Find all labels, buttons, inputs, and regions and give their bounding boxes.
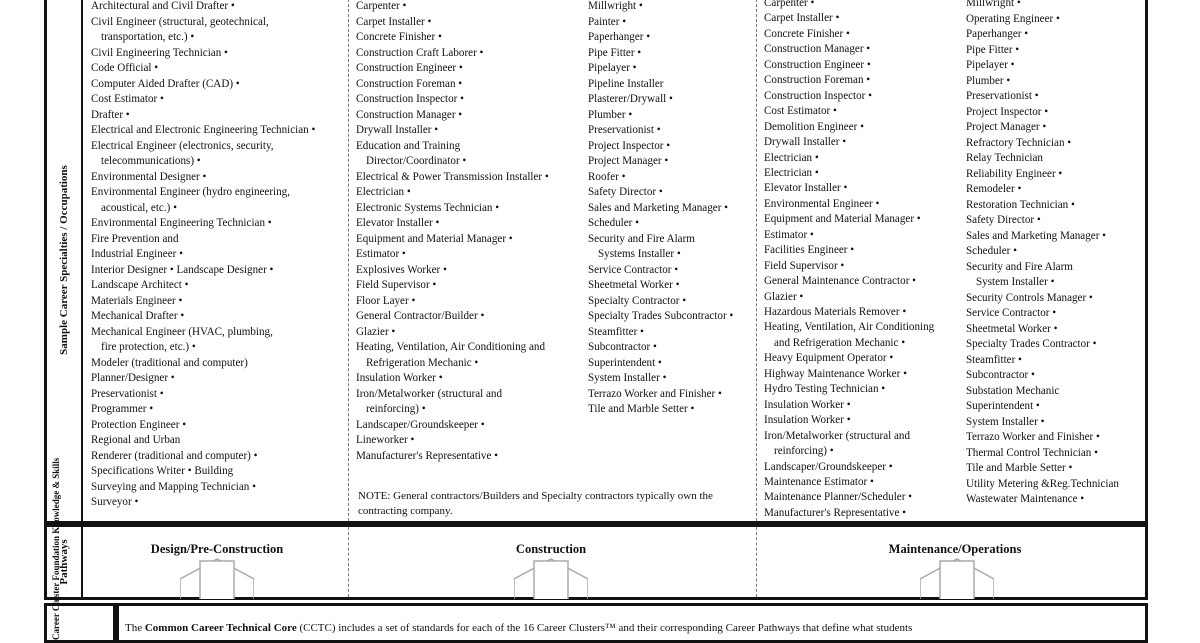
occupation-item: Pipe Fitter • xyxy=(588,46,642,59)
occupation-item: Project Manager • xyxy=(966,121,1047,133)
occupation-item: Security and Fire Alarm xyxy=(588,232,695,245)
occupation-item: Highway Maintenance Worker • xyxy=(764,367,907,380)
occupation-item: Specialty Trades Subcontractor • xyxy=(588,310,734,322)
contractor-note: NOTE: General contractors/Builders and Specialty contractors typically own the contracting company. xyxy=(358,490,713,517)
occupation-item: Manufacturer's Representative • xyxy=(764,506,907,519)
occupation-item: Carpenter • xyxy=(356,0,407,12)
occupation-item: Refrigeration Mechanic • xyxy=(366,356,479,369)
occupation-item: Electrical Engineer (electronics, security, xyxy=(91,139,274,152)
occupation-item: Sheetmetal Worker • xyxy=(588,279,680,291)
occupation-item: Subcontractor • xyxy=(588,341,657,353)
occupation-item: Thermal Control Technician • xyxy=(966,446,1098,459)
occupation-item: Painter • xyxy=(588,15,627,28)
occupation-item: Concrete Finisher • xyxy=(356,31,442,43)
pathways-side-label: Pathways xyxy=(58,539,70,585)
up-arrow-icon xyxy=(920,557,994,599)
occupation-item: Drywall Installer • xyxy=(764,136,847,149)
occupation-item: Tile and Marble Setter • xyxy=(588,403,695,415)
cctc-prefix: The xyxy=(125,622,145,634)
occupation-item: Millwright • xyxy=(966,0,1021,9)
occupation-item: Pipeline Installer xyxy=(588,77,664,90)
occupation-item: Specialty Trades Contractor • xyxy=(966,338,1097,350)
occupation-item: Architectural and Civil Drafter • xyxy=(91,0,235,12)
occupation-item: Electrician • xyxy=(356,186,411,198)
occupation-item: Project Inspector • xyxy=(588,139,671,152)
occupation-item: Materials Engineer • xyxy=(91,294,183,307)
occupation-item: Specialty Contractor • xyxy=(588,294,687,307)
column-divider xyxy=(348,527,349,597)
occupation-item: Plumber • xyxy=(966,74,1011,87)
occupation-item: Iron/Metalworker (structural and xyxy=(764,429,911,442)
occupation-item: acoustical, etc.) • xyxy=(101,201,177,214)
occupation-item: transportation, etc.) • xyxy=(101,31,195,43)
occupation-item: Construction Engineer • xyxy=(356,62,463,74)
occupation-item: Glazier • xyxy=(764,290,804,303)
occupation-item: Landscaper/Groundskeeper • xyxy=(356,418,485,431)
occupation-item: Construction Manager • xyxy=(356,108,463,121)
occupation-item: Surveying and Mapping Technician • xyxy=(91,480,256,493)
occupation-item: Mechanical Engineer (HVAC, plumbing, xyxy=(91,325,273,338)
occupation-item: Environmental Engineer (hydro engineering, xyxy=(91,186,291,198)
occupation-item: Elevator Installer • xyxy=(356,217,440,229)
occupation-item: Equipment and Material Manager • xyxy=(764,213,921,226)
occupation-item: Modeler (traditional and computer) xyxy=(91,356,248,369)
occupation-item: Landscape Architect • xyxy=(91,279,189,291)
occupation-item: Environmental Engineer • xyxy=(764,197,880,210)
occupation-item: Elevator Installer • xyxy=(764,182,848,195)
occupation-item: Sales and Marketing Manager • xyxy=(966,229,1107,242)
occupation-item: Hazardous Materials Remover • xyxy=(764,306,907,318)
up-arrow-icon xyxy=(514,557,588,599)
occupation-item: Construction Inspector • xyxy=(764,89,873,102)
occupation-item: reinforcing) • xyxy=(774,445,834,458)
foundation-side-label: Career Cluster Foundation Knowledge & Skills xyxy=(51,457,61,640)
occupation-item: Construction Inspector • xyxy=(356,93,465,105)
pathway-design: Design/Pre-Construction xyxy=(150,542,284,556)
occupation-item: Security Controls Manager • xyxy=(966,291,1093,304)
occupation-item: Demolition Engineer • xyxy=(764,120,865,133)
occupation-item: Terrazo Worker and Finisher • xyxy=(966,431,1100,443)
occupation-item: Service Contractor • xyxy=(966,307,1057,319)
occupation-item: Electrician • xyxy=(764,166,819,179)
occupation-item: Insulation Worker • xyxy=(356,372,443,384)
occupation-item: Remodeler • xyxy=(966,183,1022,195)
occupation-item: Roofer • xyxy=(588,170,626,183)
occupation-item: Safety Director • xyxy=(966,214,1041,226)
occupation-item: System Installer • xyxy=(966,415,1045,428)
occupation-item: Tile and Marble Setter • xyxy=(966,462,1073,474)
occupation-item: Drafter • xyxy=(91,108,130,121)
occupation-item: Paperhanger • xyxy=(966,28,1029,40)
occupation-item: Project Manager • xyxy=(588,155,669,167)
occupation-item: Glazier • xyxy=(356,325,396,338)
occupation-item: Electrical & Power Transmission Installer • xyxy=(356,170,549,183)
pathway-construction: Construction xyxy=(515,542,587,556)
occupation-item: Substation Mechanic xyxy=(966,384,1060,397)
occupation-item: Utility Metering &Reg.Technician xyxy=(966,477,1119,490)
occupation-item: Specifications Writer • Building xyxy=(91,465,234,477)
pathway-maintenance: Maintenance/Operations xyxy=(888,542,1022,556)
occupation-item: Concrete Finisher • xyxy=(764,27,850,40)
occupations-side-label: Sample Career Specialties / Occupations xyxy=(58,165,70,355)
occupation-item: Scheduler • xyxy=(966,245,1018,257)
cctc-name: Common Career Technical Core xyxy=(144,622,297,634)
occupation-item: Carpet Installer • xyxy=(356,15,432,28)
occupation-item: Millwright • xyxy=(588,0,643,12)
occupation-item: Cost Estimator • xyxy=(91,93,164,105)
occupation-item: Project Inspector • xyxy=(966,105,1049,118)
occupation-item: Heating, Ventilation, Air Conditioning and xyxy=(356,341,545,353)
occupation-item: Steamfitter • xyxy=(588,325,644,338)
occupation-item: Restoration Technician • xyxy=(966,198,1075,211)
occupation-item: Relay Technician xyxy=(966,152,1043,164)
cctc-suffix: (CCTC) includes a set of standards for each of the 16 Career Clusters™ and their corresponding Career Pathways that define what students xyxy=(296,622,913,634)
occupation-item: Regional and Urban xyxy=(91,434,181,446)
occupation-item: Planner/Designer • xyxy=(91,372,175,384)
occupation-item: Surveyor • xyxy=(91,496,139,508)
occupation-item: Terrazo Worker and Finisher • xyxy=(588,387,722,400)
up-arrow-icon xyxy=(180,557,254,599)
occupation-item: Cost Estimator • xyxy=(764,105,837,118)
occupation-item: Civil Engineering Technician • xyxy=(91,46,228,59)
occupation-item: Maintenance Planner/Scheduler • xyxy=(764,491,913,504)
occupation-item: Preservationist • xyxy=(966,90,1039,102)
occupation-item: Environmental Engineering Technician • xyxy=(91,217,272,229)
occupation-item: Superintendent • xyxy=(588,356,662,369)
occupation-item: Pipelayer • xyxy=(966,59,1015,71)
occupation-item: System Installer • xyxy=(588,372,667,384)
occupation-item: Construction Foreman • xyxy=(764,74,871,87)
occupation-item: Education and Training xyxy=(356,139,461,152)
occupation-item: Industrial Engineer • xyxy=(91,248,183,260)
occupation-item: Preservationist • xyxy=(588,124,661,136)
occupation-item: Electrician • xyxy=(764,151,819,164)
occupation-item: Plasterer/Drywall • xyxy=(588,93,673,105)
occupation-item: Subcontractor • xyxy=(966,369,1035,381)
occupation-item: Environmental Designer • xyxy=(91,170,207,183)
occupation-item: Construction Manager • xyxy=(764,43,871,56)
occupation-item: Paperhanger • xyxy=(588,31,651,43)
occupation-item: Service Contractor • xyxy=(588,263,679,276)
occupation-item: Landscaper/Groundskeeper • xyxy=(764,460,893,473)
occupation-item: Construction Foreman • xyxy=(356,77,463,90)
column-divider xyxy=(756,0,757,521)
pathways-panel xyxy=(44,524,1148,600)
occupation-item: Protection Engineer • xyxy=(91,418,187,431)
occupation-item: General Maintenance Contractor • xyxy=(764,275,917,288)
occupation-item: Steamfitter • xyxy=(966,353,1022,366)
occupation-item: Maintenance Estimator • xyxy=(764,475,874,488)
occupation-item: and Refrigeration Mechanic • xyxy=(774,336,906,349)
occupation-item: Sheetmetal Worker • xyxy=(966,322,1058,335)
column-divider xyxy=(756,527,757,597)
occupation-item: Plumber • xyxy=(588,108,633,121)
foundation-divider xyxy=(113,606,119,640)
occupation-item: Heating, Ventilation, Air Conditioning xyxy=(764,321,935,334)
occupation-item: Director/Coordinator • xyxy=(366,155,467,167)
occupation-item: Computer Aided Drafter (CAD) • xyxy=(91,77,240,90)
occupation-item: Field Supervisor • xyxy=(764,259,845,272)
occupation-item: Heavy Equipment Operator • xyxy=(764,352,894,365)
occupations-panel xyxy=(44,0,1148,524)
occupation-item: Insulation Worker • xyxy=(764,414,851,427)
occupation-item: Sales and Marketing Manager • xyxy=(588,201,729,214)
occupation-item: telecommunications) • xyxy=(101,155,201,167)
occupations-side-strip xyxy=(47,0,83,521)
occupation-item: Refractory Technician • xyxy=(966,136,1072,149)
occupation-item: Civil Engineer (structural, geotechnical, xyxy=(91,15,269,28)
occupation-item: Programmer • xyxy=(91,403,154,415)
occupation-item: Carpet Installer • xyxy=(764,12,840,25)
occupation-item: Drywall Installer • xyxy=(356,124,439,136)
occupation-item: Manufacturer's Representative • xyxy=(356,449,499,462)
occupation-item: Security and Fire Alarm xyxy=(966,260,1073,273)
occupation-item: Lineworker • xyxy=(356,434,415,446)
occupation-item: Interior Designer • Landscape Designer • xyxy=(91,263,274,276)
occupation-item: Estimator • xyxy=(356,248,406,260)
occupation-item: Reliability Engineer • xyxy=(966,167,1063,180)
occupation-item: reinforcing) • xyxy=(366,403,426,415)
cctc-description xyxy=(125,622,912,634)
occupation-item: Estimator • xyxy=(764,228,814,241)
occupation-item: Pipelayer • xyxy=(588,62,637,74)
occupation-item: Carpenter • xyxy=(764,0,815,9)
occupation-item: Wastewater Maintenance • xyxy=(966,493,1085,505)
occupation-item: Scheduler • xyxy=(588,217,640,229)
occupation-item: Systems Installer • xyxy=(598,248,681,260)
occupation-item: General Contractor/Builder • xyxy=(356,310,485,322)
occupation-item: System Installer • xyxy=(976,276,1055,288)
occupation-item: Mechanical Drafter • xyxy=(91,310,185,322)
occupation-item: Renderer (traditional and computer) • xyxy=(91,449,258,462)
occupation-item: Code Official • xyxy=(91,62,159,74)
occupation-item: Iron/Metalworker (structural and xyxy=(356,387,503,400)
occupation-item: Construction Engineer • xyxy=(764,58,871,71)
occupation-item: Electronic Systems Technician • xyxy=(356,201,500,214)
occupation-item: Floor Layer • xyxy=(356,294,416,307)
occupation-item: Fire Prevention and xyxy=(91,232,179,245)
occupation-item: Facilities Engineer • xyxy=(764,244,855,257)
occupation-item: Safety Director • xyxy=(588,186,663,198)
occupation-item: Hydro Testing Technician • xyxy=(764,383,886,396)
occupation-item: Construction Craft Laborer • xyxy=(356,46,484,59)
occupation-item: fire protection, etc.) • xyxy=(101,341,196,353)
occupation-item: Operating Engineer • xyxy=(966,12,1060,25)
occupation-item: Electrical and Electronic Engineering Technician • xyxy=(91,124,316,136)
occupation-item: Insulation Worker • xyxy=(764,398,851,411)
occupation-item: Preservationist • xyxy=(91,387,164,400)
occupation-item: Superintendent • xyxy=(966,400,1040,412)
occupation-item: Explosives Worker • xyxy=(356,263,447,276)
occupation-item: Field Supervisor • xyxy=(356,279,437,291)
column-divider xyxy=(348,0,349,521)
occupation-item: Equipment and Material Manager • xyxy=(356,232,513,245)
occupation-item: Pipe Fitter • xyxy=(966,43,1020,56)
